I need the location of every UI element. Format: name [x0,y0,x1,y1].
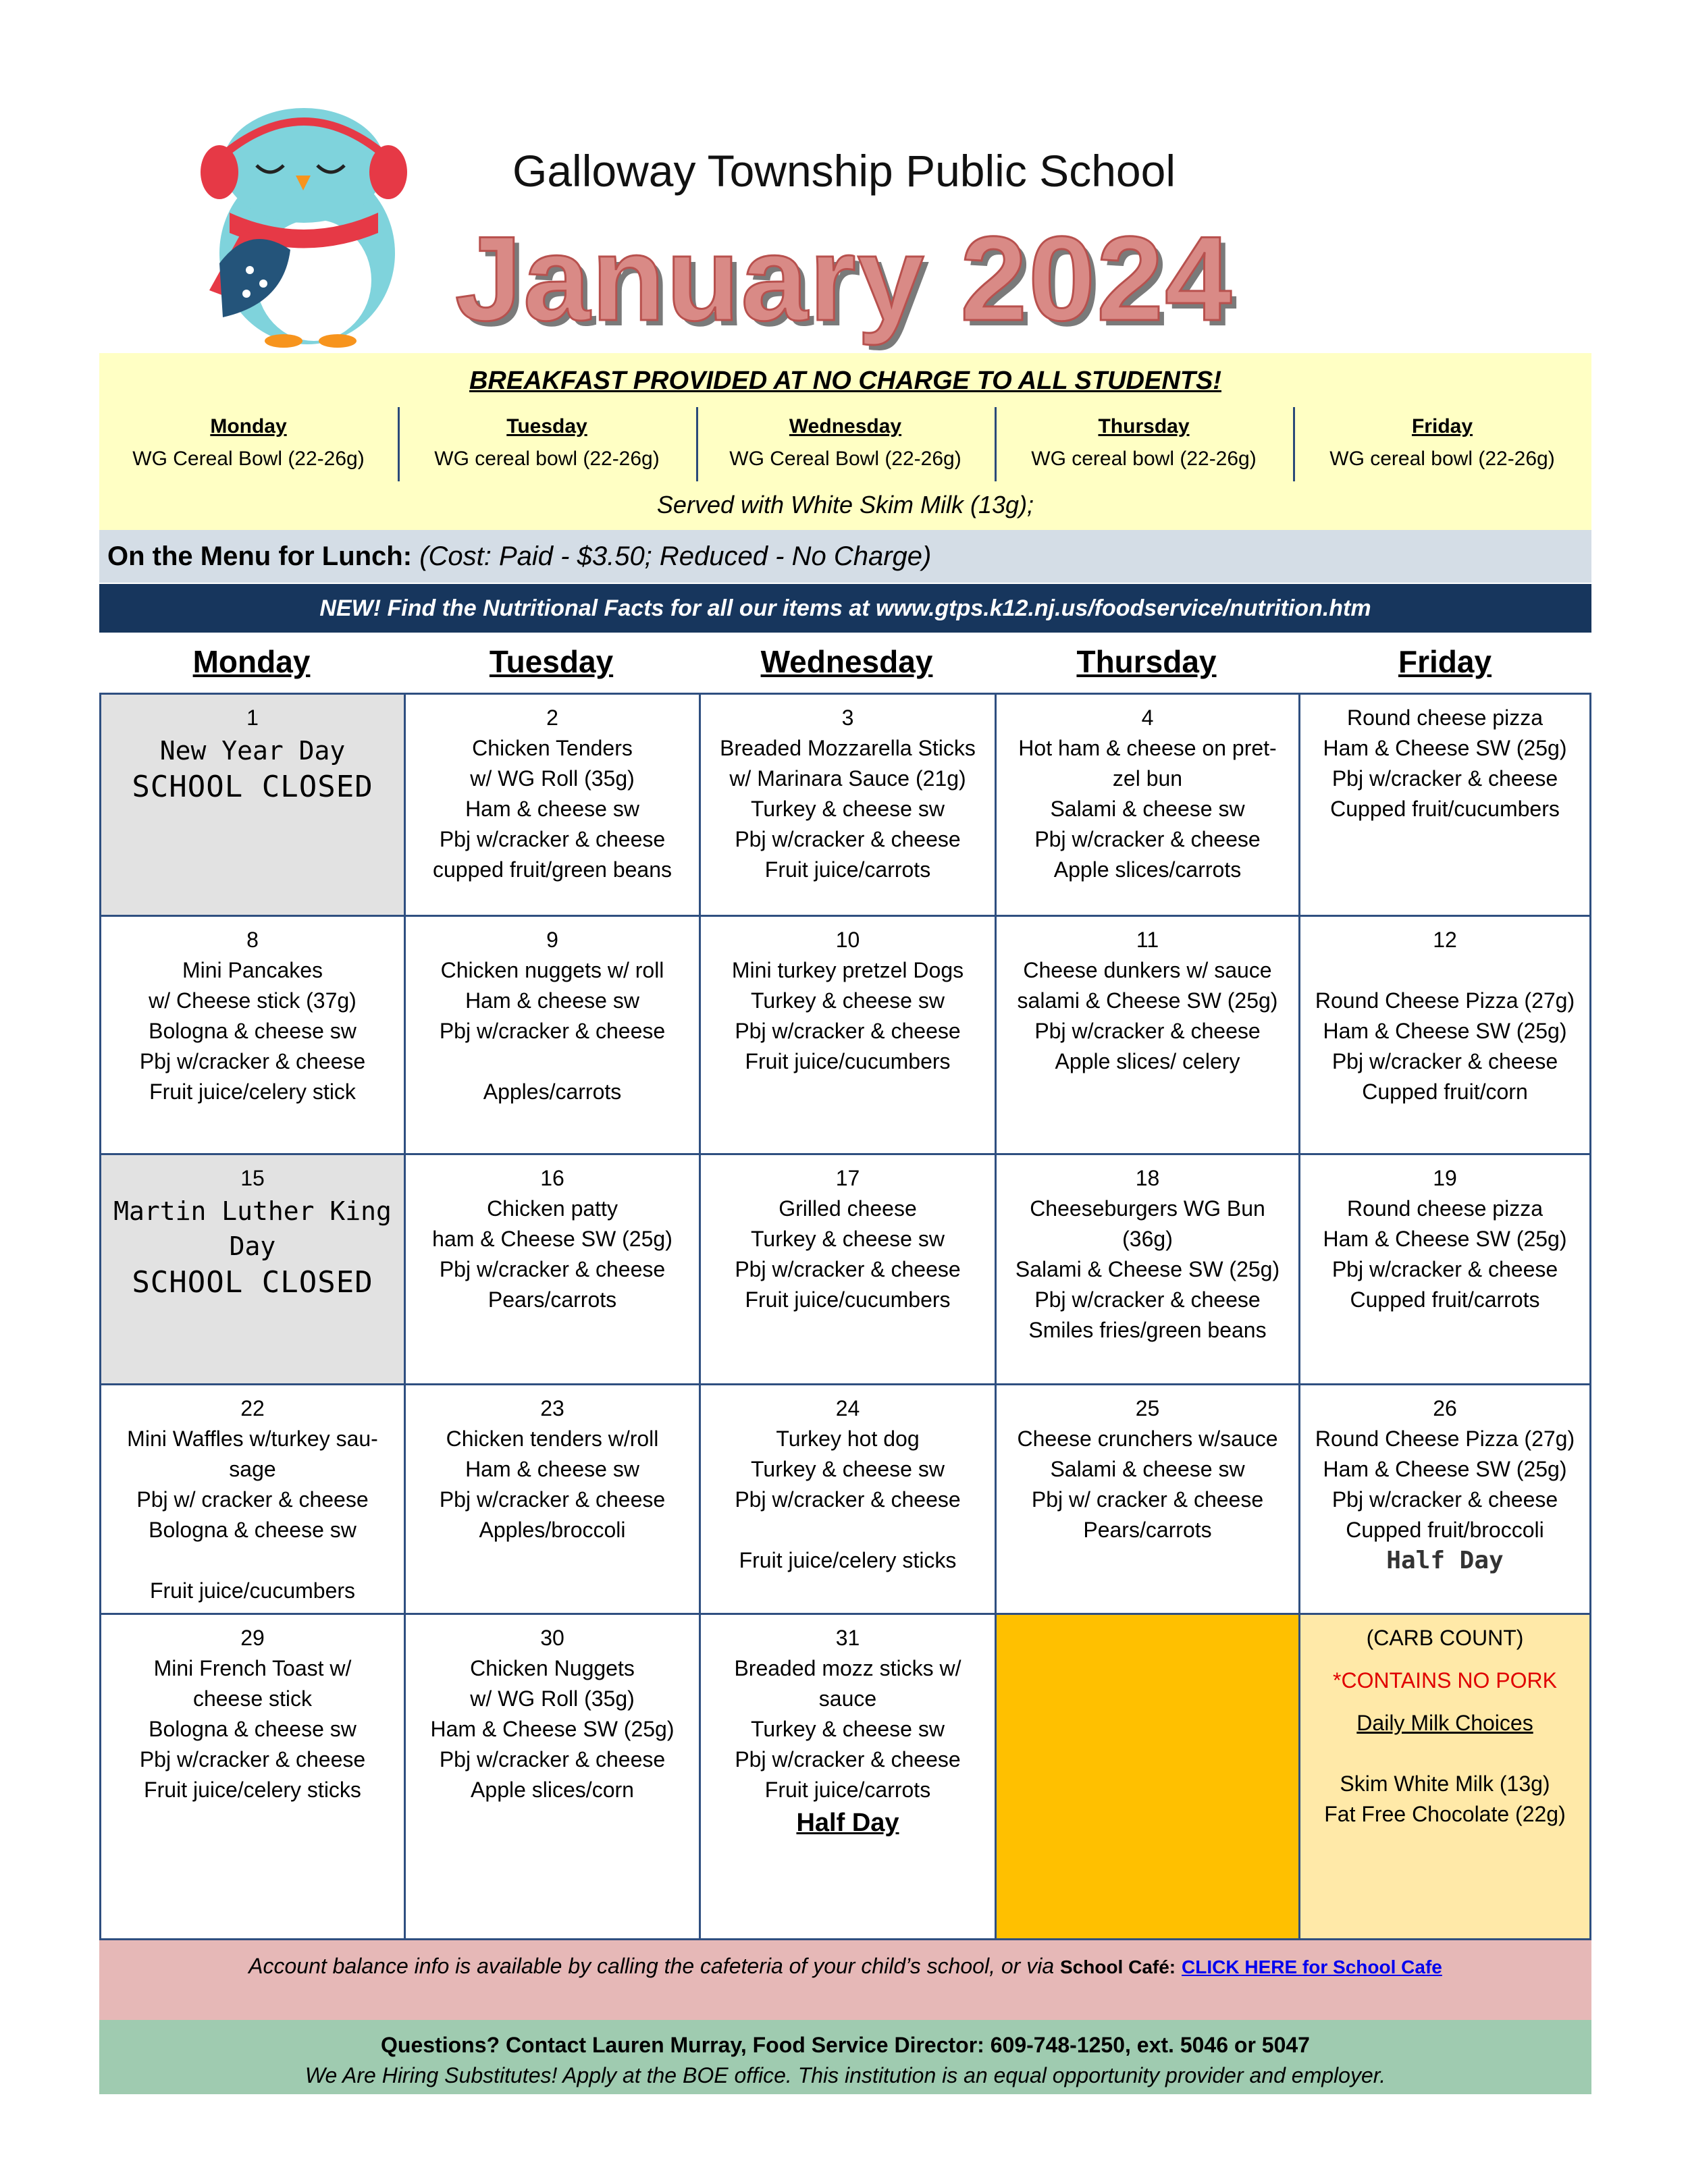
day-number: 18 [1135,1166,1160,1190]
menu-item: Chicken Tenders [472,736,633,760]
calendar-day-cell [99,693,406,917]
menu-item: Apple slices/corn [471,1778,634,1802]
menu-item: Fruit juice/celery stick [149,1080,356,1104]
breakfast-day-label: Thursday [1098,415,1190,437]
breakfast-day-item: WG cereal bowl (22-26g) [1031,448,1257,470]
no-pork-notice: *CONTAINS NO PORK [1333,1668,1557,1693]
menu-item: Mini Pancakes [182,958,323,982]
calendar-day-cell [404,1383,701,1615]
weekday-header: Thursday [1076,644,1217,679]
menu-item: Cheese crunchers w/sauce [1017,1427,1278,1451]
menu-item: Chicken Nuggets [470,1656,635,1680]
day-number: 8 [246,928,259,952]
menu-item: Pbj w/cracker & cheese [439,1747,666,1772]
menu-item: salami & Cheese SW (25g) [1017,988,1278,1013]
menu-item: Pbj w/cracker & cheese [1034,827,1261,851]
holiday-name: Day [229,1231,276,1261]
contact-info: Questions? Contact Lauren Murray, Food Service Director: 609-748-1250, ext. 5046 or 5047 [381,2033,1310,2057]
lunch-cost-bar [99,530,1591,583]
menu-item: Ham & Cheese SW (25g) [1323,736,1567,760]
spacer [1300,1738,1589,1769]
milk-info-cell [1298,1613,1591,1940]
day-number: 23 [540,1396,564,1420]
menu-item: Fruit juice/carrots [764,1778,931,1802]
day-number: 17 [835,1166,860,1190]
calendar-day-cell [995,1153,1300,1385]
calendar-day-cell [404,1613,701,1940]
calendar-day-cell [1298,693,1591,917]
menu-item: Apple slices/carrots [1053,857,1242,882]
lunch-calendar [99,693,1591,1940]
calendar-day-cell [699,1383,997,1615]
menu-item: Pbj w/cracker & cheese [1331,1257,1558,1281]
menu-item: Apples/carrots [483,1080,622,1104]
day-number: 16 [540,1166,564,1190]
day-number: 24 [835,1396,860,1420]
calendar-day-cell [1298,1153,1591,1385]
calendar-day-cell [699,693,997,917]
half-day-note: Half Day [1386,1547,1504,1574]
menu-item: Breaded Mozzarella Sticks [720,736,976,760]
menu-item: Chicken patty [487,1196,618,1221]
menu-item: cupped fruit/green beans [432,857,672,882]
breakfast-day-item: WG Cereal Bowl (22-26g) [132,448,365,470]
menu-item: Pbj w/cracker & cheese [1331,766,1558,791]
menu-item: Fruit juice/carrots [764,857,931,882]
menu-item: Cupped fruit/carrots [1350,1287,1540,1312]
menu-item: Cheese dunkers w/ sauce [1023,958,1272,982]
milk-choices-heading: Daily Milk Choices [1356,1711,1533,1735]
menu-item: Chicken tenders w/roll [446,1427,659,1451]
holiday-name: New Year Day [159,736,346,766]
menu-item: Chicken nuggets w/ roll [440,958,664,982]
menu-item: Round cheese pizza [1347,705,1543,730]
milk-option: Fat Free Chocolate (22g) [1324,1802,1566,1826]
day-number: 4 [1141,705,1154,730]
calendar-day-cell [404,693,701,917]
menu-item: Pbj w/cracker & cheese [735,1747,961,1772]
menu-item: Apples/broccoli [479,1518,626,1542]
breakfast-day-item: WG cereal bowl (22-26g) [434,448,660,470]
menu-item: Pears/carrots [1083,1518,1212,1542]
school-cafe-label: School Café: [1060,1956,1176,1977]
calendar-day-cell [995,693,1300,917]
menu-item: Pbj w/cracker & cheese [735,1257,961,1281]
menu-item: Cheeseburgers WG Bun [1030,1196,1265,1221]
menu-item: Bologna & cheese sw [149,1717,357,1741]
school-cafe-link[interactable]: CLICK HERE for School Cafe [1182,1956,1442,1977]
menu-item: Bologna & cheese sw [149,1019,357,1043]
day-number: 26 [1433,1396,1457,1420]
menu-item: Pbj w/cracker & cheese [439,827,666,851]
month-title: January 2024 [454,211,1234,346]
menu-item: Round Cheese Pizza (27g) [1315,988,1575,1013]
day-number: 19 [1433,1166,1457,1190]
menu-item: Pbj w/cracker & cheese [735,827,961,851]
day-number: 1 [246,705,259,730]
day-number: 12 [1433,928,1457,952]
menu-item: zel bun [1112,766,1183,791]
menu-item: Hot ham & cheese on pret- [1018,736,1277,760]
breakfast-tuesday [398,407,696,481]
weekday-header: Tuesday [489,644,614,679]
menu-item: Salami & cheese sw [1050,797,1245,821]
day-number: 31 [835,1626,860,1650]
school-closed-label: SCHOOL CLOSED [132,1265,373,1300]
menu-item: Pbj w/cracker & cheese [439,1019,666,1043]
breakfast-wednesday [696,407,995,481]
weekday-header: Wednesday [760,644,933,679]
breakfast-friday [1293,407,1591,481]
menu-item: Turkey hot dog [776,1427,920,1451]
calendar-day-cell [699,1153,997,1385]
hiring-notice: We Are Hiring Substitutes! Apply at the BOE office. This institution is an equal opportunity provider and employer. [305,2063,1386,2087]
breakfast-day-item: WG Cereal Bowl (22-26g) [729,448,961,470]
menu-item: Pbj w/cracker & cheese [735,1487,961,1512]
menu-item: Ham & Cheese SW (25g) [1323,1457,1567,1481]
menu-item: cheese stick [192,1686,313,1711]
menu-item: Fruit juice/celery sticks [739,1548,957,1572]
breakfast-day-label: Friday [1411,415,1473,437]
menu-item: w/ WG Roll (35g) [470,1686,635,1711]
day-number: 9 [546,928,558,952]
menu-item: Fruit juice/cucumbers [745,1287,951,1312]
menu-item: Pbj w/cracker & cheese [1034,1287,1261,1312]
spacer [406,1046,699,1077]
menu-item: Pbj w/cracker & cheese [1331,1049,1558,1073]
nutrition-notice: NEW! Find the Nutritional Facts for all our items at www.gtps.k12.nj.us/foodservice/nutrition.htm [99,584,1591,633]
menu-item: sage [229,1457,276,1481]
breakfast-monday [99,407,398,481]
menu-item: Pbj w/cracker & cheese [439,1487,666,1512]
menu-item: sauce [818,1686,877,1711]
menu-item: Ham & Cheese SW (25g) [430,1717,675,1741]
menu-item: Pbj w/cracker & cheese [439,1257,666,1281]
calendar-day-cell [995,1383,1300,1615]
menu-item: Ham & Cheese SW (25g) [1323,1019,1567,1043]
day-number: 25 [1135,1396,1160,1420]
menu-item: ham & Cheese SW (25g) [432,1227,672,1251]
account-balance-text: Account balance info is available by calling the cafeteria of your child’s school, or via [248,1954,1055,1978]
menu-item: Fruit juice/cucumbers [745,1049,951,1073]
menu-item: Cupped fruit/cucumbers [1330,797,1560,821]
owl-mascot-icon [182,101,425,351]
breakfast-day-label: Wednesday [789,415,902,437]
menu-item: Cupped fruit/corn [1362,1080,1528,1104]
menu-item: Pbj w/ cracker & cheese [136,1487,369,1512]
lunch-cost: (Cost: Paid - $3.50; Reduced - No Charge) [419,541,932,571]
weekday-header: Monday [192,644,311,679]
menu-item: Pbj w/ cracker & cheese [1031,1487,1264,1512]
school-name: Galloway Township Public School [512,146,1176,196]
breakfast-section [99,353,1591,530]
menu-item: Ham & cheese sw [465,988,639,1013]
menu-item: Pbj w/cracker & cheese [139,1049,366,1073]
spacer [101,1545,404,1576]
menu-item: Pbj w/cracker & cheese [735,1019,961,1043]
menu-item: Cupped fruit/broccoli [1346,1518,1544,1542]
menu-item: Breaded mozz sticks w/ [734,1656,961,1680]
calendar-day-cell [699,1613,997,1940]
account-balance-bar [99,1940,1591,2020]
breakfast-day-label: Monday [210,415,287,437]
breakfast-heading: BREAKFAST PROVIDED AT NO CHARGE TO ALL STUDENTS! [469,367,1221,395]
calendar-day-cell [995,915,1300,1155]
menu-item: Mini Waffles w/turkey sau- [127,1427,378,1451]
menu-item: Pears/carrots [487,1287,617,1312]
menu-item: Pbj w/cracker & cheese [139,1747,366,1772]
day-number: 30 [540,1626,564,1650]
calendar-day-cell [1298,1383,1591,1615]
menu-item: Turkey & cheese sw [751,1227,945,1251]
menu-item: Mini turkey pretzel Dogs [731,958,964,982]
day-number: 2 [546,705,558,730]
menu-item: Ham & Cheese SW (25g) [1323,1227,1567,1251]
lunch-label: On the Menu for Lunch: [107,541,413,571]
menu-item: Ham & cheese sw [465,797,639,821]
menu-item: Mini French Toast w/ [153,1656,352,1680]
menu-item: Fruit juice/cucumbers [149,1578,356,1603]
calendar-day-cell [404,915,701,1155]
milk-option: Skim White Milk (13g) [1340,1772,1550,1796]
weekday-header-row [99,635,1591,689]
menu-item: Apple slices/ celery [1055,1049,1240,1073]
day-number: 29 [240,1626,265,1650]
menu-item: w/ Marinara Sauce (21g) [729,766,966,791]
calendar-day-cell [404,1153,701,1385]
menu-item: Ham & cheese sw [465,1457,639,1481]
menu-item: Turkey & cheese sw [751,1717,945,1741]
day-number: 22 [240,1396,265,1420]
menu-item: Fruit juice/celery sticks [144,1778,361,1802]
day-number: 10 [835,928,860,952]
calendar-day-cell [1298,915,1591,1155]
day-number: 11 [1136,928,1159,952]
breakfast-day-label: Tuesday [506,415,587,437]
school-closed-label: SCHOOL CLOSED [132,770,373,804]
calendar-day-cell [699,915,997,1155]
menu-item: Smiles fries/green beans [1028,1318,1267,1342]
menu-item: Turkey & cheese sw [751,797,945,821]
menu-item: Pbj w/cracker & cheese [1331,1487,1558,1512]
menu-item: Salami & cheese sw [1050,1457,1245,1481]
menu-item: w/ WG Roll (35g) [470,766,635,791]
breakfast-milk-note: Served with White Skim Milk (13g); [656,491,1034,518]
calendar-day-cell [99,1613,406,1940]
menu-item: Salami & Cheese SW (25g) [1015,1257,1280,1281]
menu-item: Turkey & cheese sw [751,1457,945,1481]
carb-count-label: (CARB COUNT) [1366,1626,1524,1650]
calendar-day-cell [99,1383,406,1615]
menu-item: Pbj w/cracker & cheese [1034,1019,1261,1043]
menu-item: w/ Cheese stick (37g) [149,988,357,1013]
menu-item: Turkey & cheese sw [751,988,945,1013]
contact-bar [99,2020,1591,2094]
menu-item: (36g) [1122,1227,1173,1251]
calendar-day-cell [99,1153,406,1385]
menu-item: Round Cheese Pizza (27g) [1315,1427,1575,1451]
breakfast-day-item: WG cereal bowl (22-26g) [1329,448,1555,470]
spacer [701,1515,995,1545]
day-number: 15 [240,1166,265,1190]
half-day-note: Half Day [796,1809,899,1837]
spacer [1300,955,1589,986]
menu-item: Round cheese pizza [1347,1196,1543,1221]
calendar-empty-cell [995,1613,1300,1940]
holiday-name: Martin Luther King [113,1196,392,1226]
day-number: 3 [841,705,854,730]
breakfast-thursday [995,407,1293,481]
calendar-day-cell [99,915,406,1155]
menu-item: Bologna & cheese sw [149,1518,357,1542]
weekday-header: Friday [1398,644,1492,679]
menu-item: Grilled cheese [779,1196,917,1221]
